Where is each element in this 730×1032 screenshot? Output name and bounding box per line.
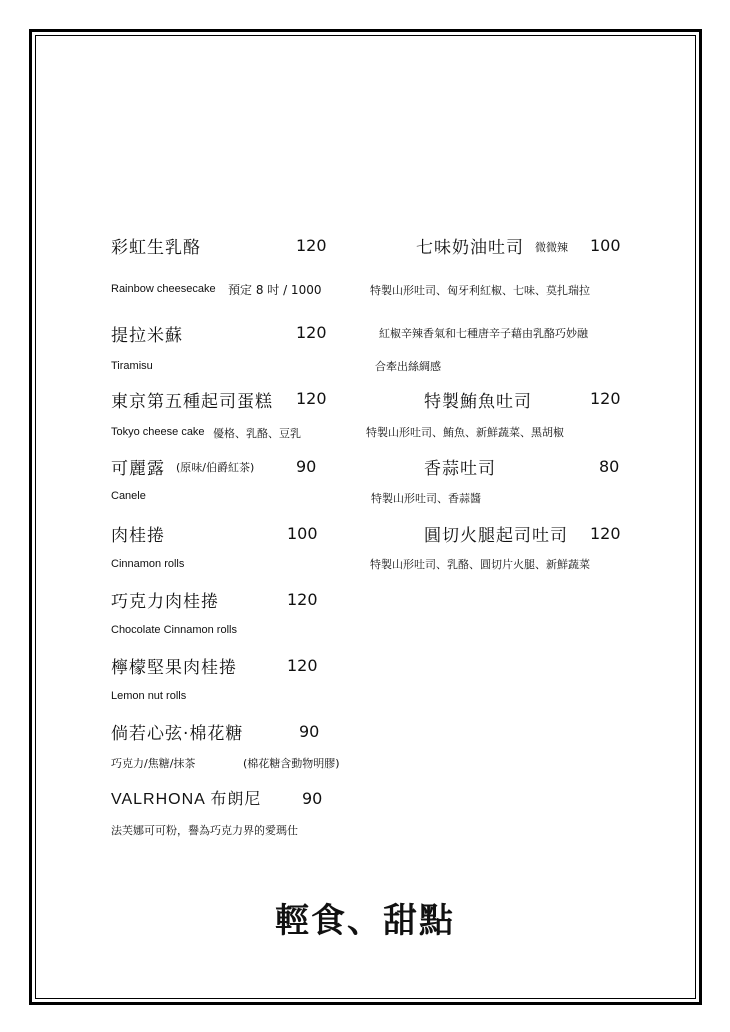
- page-frame-inner: [35, 35, 696, 999]
- menu-item-name: 香蒜吐司: [424, 459, 496, 479]
- menu-item-price: 120: [590, 524, 621, 543]
- menu-item-name: 七味奶油吐司: [416, 238, 524, 258]
- menu-item-name: 巧克力肉桂捲: [111, 592, 219, 612]
- menu-item-name-note: (原味/伯爵紅茶): [176, 461, 255, 474]
- menu-item-price: 120: [296, 323, 327, 342]
- menu-item-desc-en: Lemon nut rolls: [111, 690, 187, 702]
- menu-item-desc-en: Cinnamon rolls: [111, 558, 185, 570]
- menu-item-price: 90: [296, 457, 317, 476]
- menu-item-desc-extra: (棉花糖含動物明膠): [243, 757, 340, 770]
- menu-item-name: 倘若心弦·棉花糖: [111, 724, 244, 744]
- menu-item-price: 120: [287, 656, 318, 675]
- menu-item-desc-en: Tiramisu: [111, 360, 153, 372]
- menu-item-desc: 合牽出絲綢感: [375, 360, 441, 373]
- menu-item-name: 提拉米蘇: [111, 326, 183, 346]
- menu-item-desc-extra: 優格、乳酪、豆乳: [213, 427, 301, 440]
- menu-item-price: 90: [302, 789, 323, 808]
- menu-item-name: 東京第五種起司蛋糕: [111, 392, 273, 412]
- menu-item-name: 彩虹生乳酪: [111, 238, 201, 258]
- menu-item-price: 100: [590, 236, 621, 255]
- menu-item-name: 可麗露: [111, 459, 165, 479]
- menu-item-price: 120: [296, 389, 327, 408]
- menu-item-name: VALRHONA 布朗尼: [111, 791, 262, 808]
- menu-item-price: 90: [299, 722, 320, 741]
- menu-item-price: 100: [287, 524, 318, 543]
- menu-item-desc-zh: 巧克力/焦糖/抹茶: [111, 757, 196, 770]
- menu-item-desc-en: Canele: [111, 490, 146, 502]
- menu-item-desc: 特製山形吐司、香蒜醬: [371, 492, 481, 505]
- menu-item-desc: 紅椒辛辣香氣和七種唐辛子藉由乳酪巧妙融: [379, 327, 588, 340]
- menu-item-tag: 微微辣: [535, 241, 568, 254]
- menu-item-desc: 特製山形吐司、匈牙利紅椒、七味、莫扎瑞拉: [370, 284, 590, 297]
- menu-item-desc: 特製山形吐司、乳酪、圓切片火腿、新鮮蔬菜: [370, 558, 590, 571]
- menu-item-price: 120: [590, 389, 621, 408]
- menu-item-price: 120: [287, 590, 318, 609]
- menu-item-desc-en: Tokyo cheese cake: [111, 426, 205, 438]
- page-title: 輕食、甜點: [275, 901, 455, 941]
- menu-item-desc: 特製山形吐司、鮪魚、新鮮蔬菜、黑胡椒: [366, 426, 564, 439]
- menu-item-price: 80: [599, 457, 620, 476]
- menu-item-price: 120: [296, 236, 327, 255]
- menu-item-name: 圓切火腿起司吐司: [424, 526, 568, 546]
- menu-item-desc-en: Chocolate Cinnamon rolls: [111, 624, 237, 636]
- menu-item-desc-extra: 預定 8 吋 / 1000: [228, 283, 322, 297]
- menu-item-name: 肉桂捲: [111, 526, 165, 546]
- menu-item-desc-en: Rainbow cheesecake: [111, 283, 216, 295]
- menu-item-desc-zh: 法芙娜可可粉，譽為巧克力界的愛瑪仕: [111, 824, 298, 837]
- menu-item-name: 檸檬堅果肉桂捲: [111, 658, 237, 678]
- menu-item-name: 特製鮪魚吐司: [424, 392, 532, 412]
